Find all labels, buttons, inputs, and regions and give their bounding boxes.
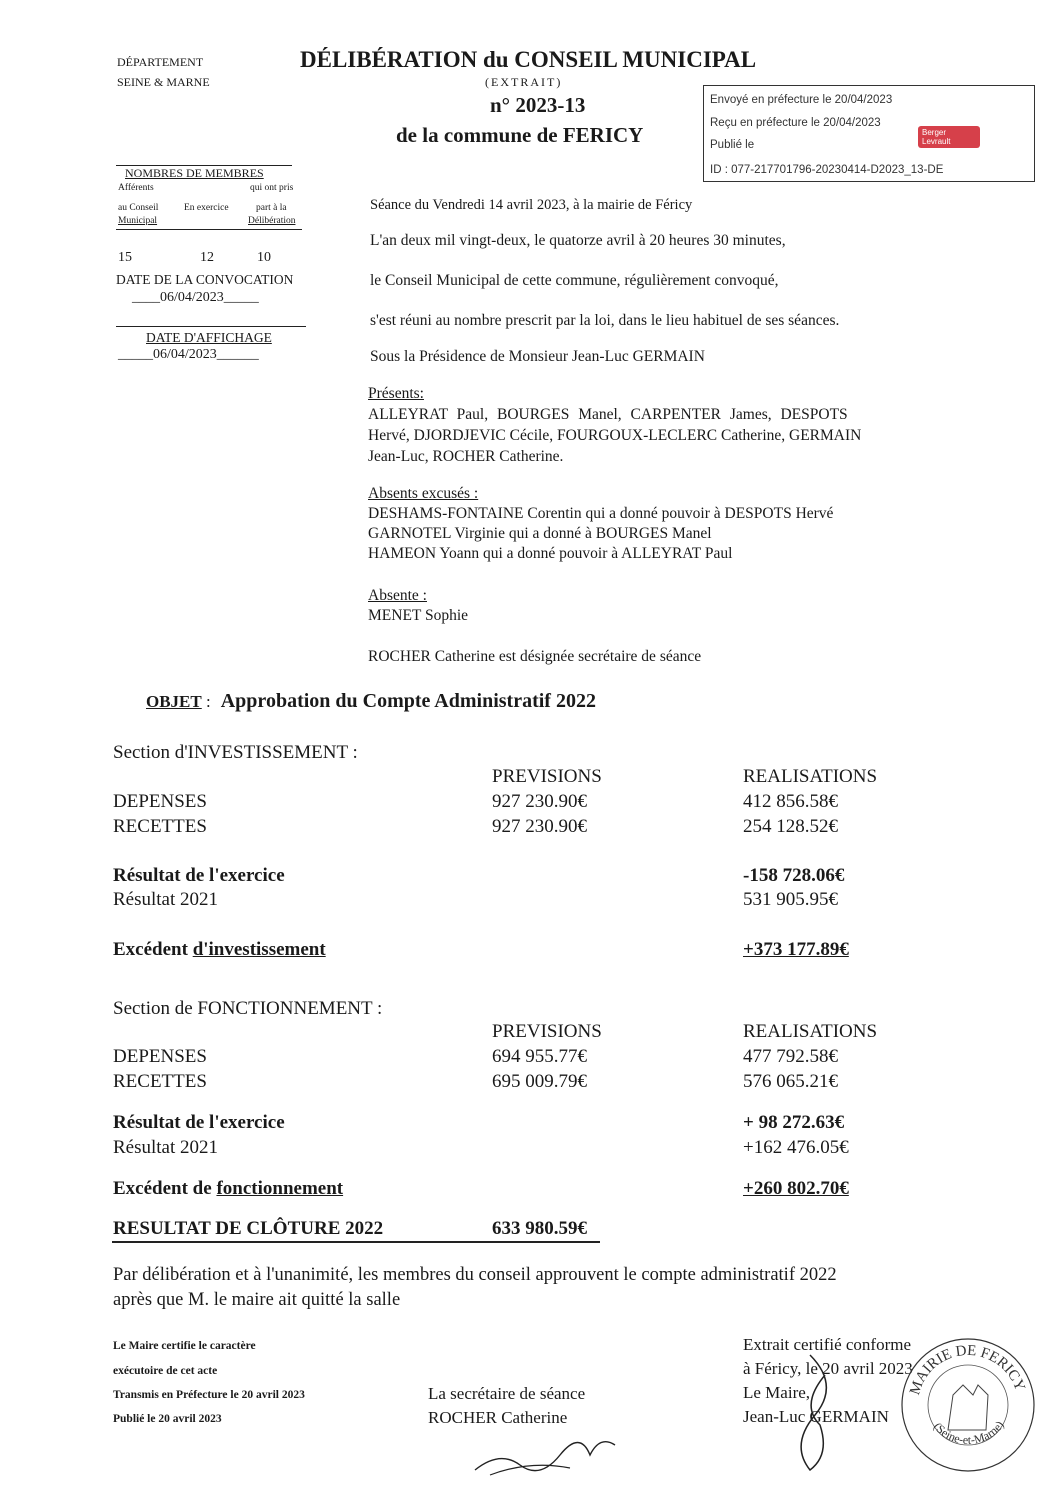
footer-left-1: Le Maire certifie le caractère — [113, 1340, 256, 1352]
stamp-published: Publié le — [710, 139, 755, 151]
footer-right-2: à Féricy, le 20 avril 2023 — [743, 1359, 913, 1378]
invest-rec-label: RECETTES — [113, 816, 207, 837]
extract-label: (EXTRAIT) — [485, 75, 563, 89]
mairie-seal — [898, 1335, 1038, 1475]
invest-res-ex-label: Résultat de l'exercice — [113, 865, 285, 886]
seance-line-2: L'an deux mil vingt-deux, le quatorze avril à 20 heures 30 minutes, — [370, 232, 786, 249]
convocation-date-line: ____06/04/2023_____ — [132, 290, 259, 305]
invest-excedent-a: Excédent — [113, 939, 193, 960]
footer-left-4: Publié le 20 avril 2023 — [113, 1413, 222, 1425]
absents-excuses-line-1: DESHAMS-FONTAINE Corentin qui a donné pouvoir à DESPOTS Hervé — [368, 505, 834, 522]
fonct-dep-real: 477 792.58€ — [743, 1046, 838, 1067]
commune-name: de la commune de FERICY — [396, 123, 644, 147]
fonct-res-ex-value: + 98 272.63€ — [743, 1112, 845, 1133]
fonct-excedent-a: Excédent de — [113, 1178, 217, 1199]
members-col1-a: Afférents — [118, 183, 154, 193]
logo-line1: Berger — [922, 128, 947, 137]
invest-dep-prev: 927 230.90€ — [492, 791, 587, 812]
seance-line-3: le Conseil Municipal de cette commune, régulièrement convoqué, — [370, 272, 779, 289]
members-afferents: 15 — [118, 250, 132, 265]
stamp-sent: Envoyé en préfecture le 20/04/2023 — [710, 94, 893, 106]
invest-excedent-b: d'investissement — [192, 939, 326, 960]
deliberation-number: n° 2023-13 — [490, 93, 586, 117]
absente-label: Absente : — [368, 587, 427, 604]
conclusion-line-1: Par délibération et à l'unanimité, les membres du conseil approuvent le compte administratif 2022 — [113, 1265, 837, 1285]
invest-excedent-value: +373 177.89€ — [743, 939, 849, 960]
footer-right-1: Extrait certifié conforme — [743, 1335, 912, 1354]
invest-res-prev-value: 531 905.95€ — [743, 889, 838, 910]
absents-excuses-label: Absents excusés : — [368, 485, 479, 502]
members-exercice: 12 — [200, 250, 214, 265]
members-votants: 10 — [257, 250, 271, 265]
footer-left-3: Transmis en Préfecture le 20 avril 2023 — [113, 1389, 305, 1401]
affichage-label: DATE D'AFFICHAGE — [146, 330, 272, 345]
objet-text: Approbation du Compte Administratif 2022 — [220, 690, 596, 712]
absents-excuses-line-2: GARNOTEL Virginie qui a donné à BOURGES Manel — [368, 525, 712, 542]
mayor-signature — [770, 1345, 850, 1485]
absente-name: MENET Sophie — [368, 607, 469, 624]
invest-dep-label: DEPENSES — [113, 791, 207, 812]
presents-line-2: Hervé, DJORDJEVIC Cécile, FOURGOUX-LECLERC Catherine, GERMAIN — [368, 427, 862, 444]
footer-secretaire-name: ROCHER Catherine — [428, 1408, 568, 1427]
members-col3-a: qui ont pris — [250, 183, 294, 193]
fonct-col-real: REALISATIONS — [743, 1021, 878, 1042]
fonct-excedent-value: +260 802.70€ — [743, 1178, 849, 1199]
seance-line-4: s'est réuni au nombre prescrit par la loi, dans le lieu habituel de ses séances. — [370, 312, 840, 329]
seal-top-text: MAIRIE DE FERICY — [907, 1342, 1028, 1397]
members-col3-c: Délibération — [248, 216, 296, 226]
members-title: NOMBRES DE MEMBRES — [125, 166, 264, 180]
fonct-rec-label: RECETTES — [113, 1071, 207, 1092]
footer-right-3: Le Maire, — [743, 1383, 811, 1402]
affichage-date: 06/04/2023 — [153, 347, 217, 362]
seance-line-1: Séance du Vendredi 14 avril 2023, à la mairie de Féricy — [370, 197, 693, 213]
objet-sep: : — [201, 692, 211, 711]
fonct-res-prev-value: +162 476.05€ — [743, 1137, 849, 1158]
fonct-dep-prev: 694 955.77€ — [492, 1046, 587, 1067]
invest-excedent-label — [113, 939, 326, 961]
affichage-date-line: _____06/04/2023______ — [118, 347, 259, 362]
invest-col-prev: PREVISIONS — [492, 766, 602, 787]
presents-line-1: ALLEYRAT Paul, BOURGES Manel, CARPENTER James, DESPOTS — [368, 406, 848, 423]
fonct-col-prev: PREVISIONS — [492, 1021, 602, 1042]
fonct-title: Section de FONCTIONNEMENT : — [113, 998, 383, 1019]
footer-secretaire-title: La secrétaire de séance — [428, 1384, 586, 1403]
seal-bottom-text: (Seine-et-Marne) — [930, 1418, 1007, 1447]
cloture-label: RESULTAT DE CLÔTURE 2022 — [113, 1218, 384, 1239]
secretaire-signature — [470, 1420, 620, 1480]
stamp-received: Reçu en préfecture le 20/04/2023 — [710, 117, 881, 129]
absents-excuses-line-3: HAMEON Yoann qui a donné pouvoir à ALLEYRAT Paul — [368, 545, 733, 562]
secretaire-designation: ROCHER Catherine est désignée secrétaire de séance — [368, 648, 702, 665]
fonct-excedent-label — [113, 1178, 343, 1200]
fonct-rec-prev: 695 009.79€ — [492, 1071, 587, 1092]
cloture-value: 633 980.59€ — [492, 1218, 587, 1239]
prefecture-stamp — [703, 85, 1035, 182]
convocation-label: DATE DE LA CONVOCATION — [116, 272, 294, 287]
presents-label: Présents: — [368, 385, 424, 402]
department-label: DÉPARTEMENT — [117, 55, 204, 69]
stamp-id: ID : 077-217701796-20230414-D2023_13-DE — [710, 164, 944, 176]
fonct-res-ex-label: Résultat de l'exercice — [113, 1112, 285, 1133]
footer-left-2: exécutoire de cet acte — [113, 1365, 218, 1377]
logo-line2: Levrault — [922, 137, 951, 146]
invest-rec-real: 254 128.52€ — [743, 816, 838, 837]
conclusion-line-2: après que M. le maire ait quitté la salle — [113, 1290, 401, 1310]
fonct-dep-label: DEPENSES — [113, 1046, 207, 1067]
members-col3-b: part à la — [256, 203, 287, 213]
invest-res-ex-value: -158 728.06€ — [743, 865, 845, 886]
invest-col-real: REALISATIONS — [743, 766, 878, 787]
department-name: SEINE & MARNE — [117, 75, 210, 89]
fonct-res-prev-label: Résultat 2021 — [113, 1137, 219, 1158]
members-col1-b: au Conseil — [118, 203, 159, 213]
objet-line — [146, 690, 596, 713]
presents-line-3: Jean-Luc, ROCHER Catherine. — [368, 448, 564, 465]
fonct-rec-real: 576 065.21€ — [743, 1071, 838, 1092]
convocation-date: 06/04/2023 — [160, 290, 224, 305]
invest-res-prev-label: Résultat 2021 — [113, 889, 219, 910]
seance-line-5: Sous la Présidence de Monsieur Jean-Luc GERMAIN — [370, 348, 705, 365]
footer-right-4: Jean-Luc GERMAIN — [743, 1407, 889, 1426]
invest-dep-real: 412 856.58€ — [743, 791, 838, 812]
members-col1-c: Municipal — [118, 216, 158, 226]
invest-title: Section d'INVESTISSEMENT : — [113, 742, 358, 763]
document-title: DÉLIBÉRATION du CONSEIL MUNICIPAL — [300, 47, 757, 72]
fonct-excedent-b: fonctionnement — [216, 1178, 344, 1199]
objet-label: OBJET — [146, 692, 202, 711]
members-col2: En exercice — [184, 203, 229, 213]
invest-rec-prev: 927 230.90€ — [492, 816, 587, 837]
berger-levrault-logo — [918, 126, 980, 148]
